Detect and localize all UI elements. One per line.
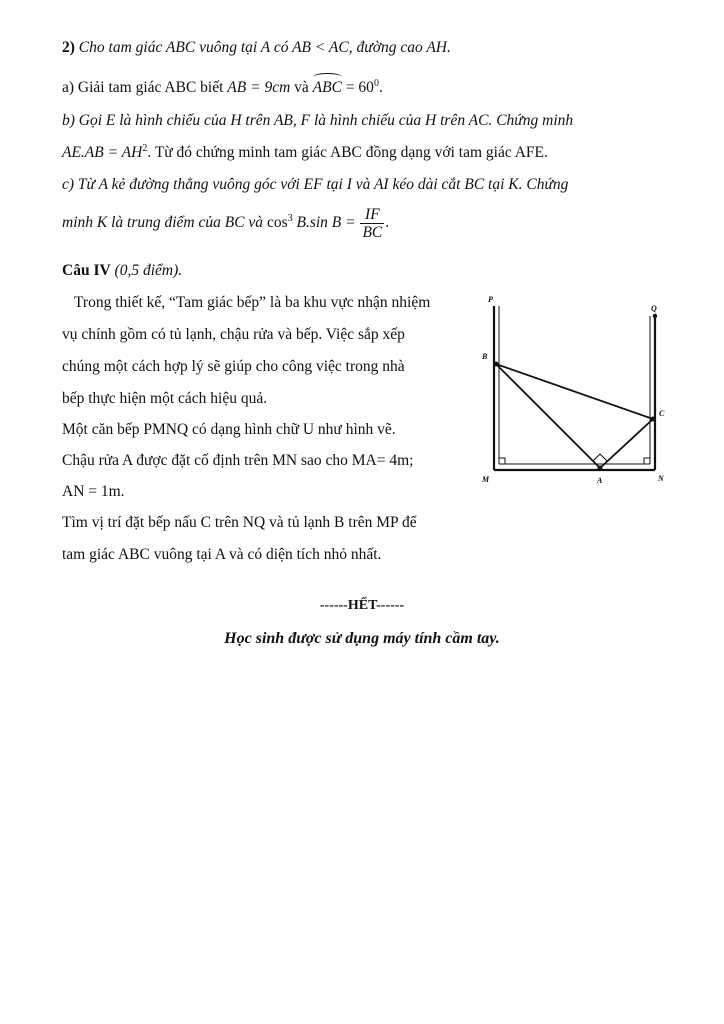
q4-paragraph-line1: Trong thiết kế, “Tam giác bếp” là ba khu vực nhận nhiệm [74, 294, 431, 311]
label-p: P [488, 295, 493, 304]
end-marker: ------HẾT------ [319, 598, 405, 613]
q2b-formula: AE.AB = AH [62, 144, 143, 161]
q4-paragraph-line2: vụ chính gồm có tủ lạnh, chậu rửa và bếp. Việc sắp xếp [62, 326, 405, 343]
point-a [598, 466, 603, 471]
q4-points: (0,5 điểm). [114, 262, 183, 279]
kitchen-triangle-figure [478, 292, 678, 492]
q2a-angle: ABC [312, 79, 342, 96]
q2c-end: . [385, 214, 390, 232]
label-n: N [658, 474, 664, 483]
q2c-prefix: minh K là trung điểm của BC và [62, 214, 264, 232]
q4-paragraph-line3: chúng một cách hợp lý sẽ giúp cho công việc trong nhà [62, 358, 405, 375]
q4-paragraph-line8: Tìm vị trí đặt bếp nấu C trên NQ và tủ lạnh B trên MP để [62, 514, 417, 531]
q2b-line2 [62, 143, 548, 163]
q4-heading [62, 261, 182, 281]
q2-line1 [62, 38, 451, 58]
q4-paragraph-line5: Một căn bếp PMNQ có dạng hình chữ U như hình vẽ. [62, 421, 396, 438]
q2b-line1: b) Gọi E là hình chiếu của H trên AB, F là hình chiếu của H trên AC. Chứng minh [62, 112, 574, 129]
segment-bc [496, 364, 653, 419]
q2a-degree: 0 [373, 77, 379, 89]
q2c-line1: c) Từ A kẻ đường thẳng vuông góc với EF tại I và AI kéo dài cắt BC tại K. Chứng [62, 176, 569, 193]
label-a: A [597, 476, 603, 485]
q2a-ab: AB = 9cm [227, 79, 291, 96]
q2b-square: 2 [142, 142, 148, 154]
q2c-cos: cos [266, 214, 288, 232]
q2a-and: và [294, 79, 309, 96]
q4-paragraph-line6: Chậu rửa A được đặt cố định trên MN sao cho MA= 4m; [62, 452, 414, 469]
q4-title: Câu IV [62, 262, 111, 279]
q4-paragraph-line7: AN = 1m. [62, 483, 125, 500]
label-m: M [482, 475, 490, 484]
q4-paragraph-line4: bếp thực hiện một cách hiệu quả. [62, 390, 268, 407]
q2a-angle-value: = 60 [345, 79, 374, 96]
q2b-rest: . Từ đó chứng minh tam giác ABC đồng dạng với tam giác AFE. [147, 144, 548, 161]
calculator-note: Học sinh được sử dụng máy tính cầm tay. [224, 630, 500, 647]
point-b [494, 362, 499, 367]
label-q: Q [651, 304, 657, 313]
q2c-cube: 3 [287, 212, 293, 224]
right-angle-n [644, 458, 650, 464]
point-c [651, 417, 656, 422]
q2-number: 2) [62, 39, 75, 56]
q2a-line: a) Giải tam giác ABC biết AB = 9cm và ABC = $60^0$. [62, 77, 383, 96]
q4-paragraph-line9: tam giác ABC vuông tại A và có diện tích nhỏ nhất. [62, 546, 382, 563]
q2a-prefix: a) Giải tam giác ABC biết [62, 79, 224, 96]
q2c-numerator: IF [360, 206, 384, 224]
right-angle-m [499, 458, 505, 464]
right-angle-a [593, 454, 607, 461]
label-b: B [482, 352, 488, 361]
q2c-sin: B.sin B = [296, 214, 356, 232]
q2c-fraction [360, 206, 384, 241]
segment-ba [496, 364, 600, 468]
q2c-line2 [62, 206, 389, 241]
segment-ac [600, 419, 653, 468]
q2c-denominator: BC [362, 224, 383, 241]
label-c: C [659, 409, 665, 418]
q2-statement: Cho tam giác ABC vuông tại A có AB < AC, đường cao AH. [78, 39, 451, 56]
point-q [653, 314, 657, 318]
